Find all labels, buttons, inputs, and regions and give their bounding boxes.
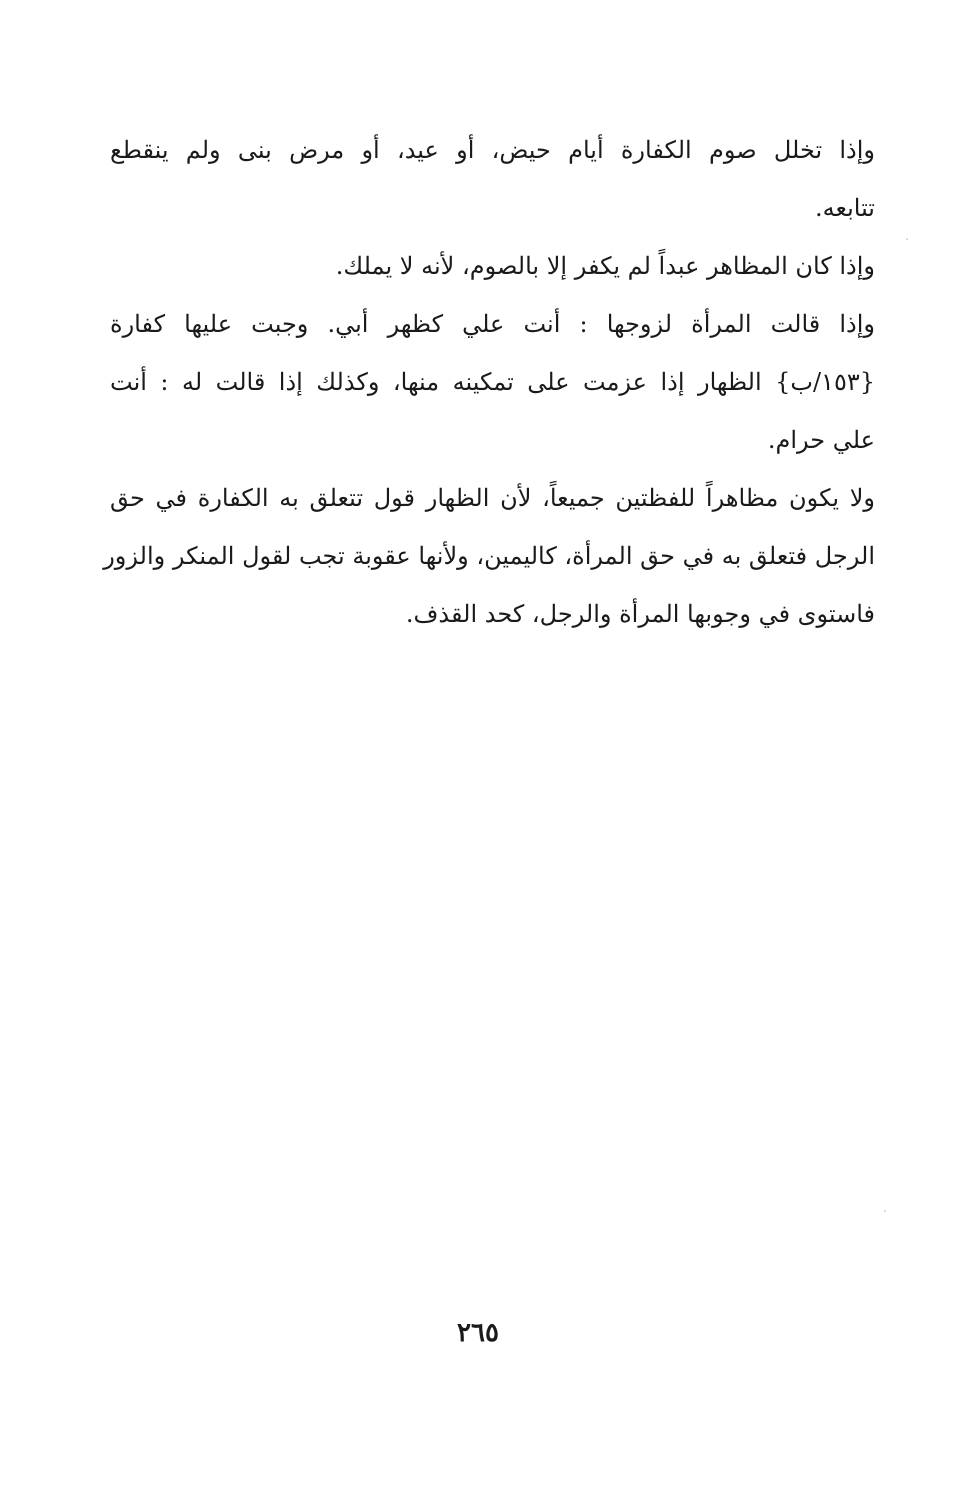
body-text — [103, 133, 875, 655]
paragraph-3-line-3: علي حرام. — [767, 426, 875, 454]
scan-speck — [884, 1210, 886, 1212]
paragraph-3-line-2: {١٥٣/ب} الظهار إذا عزمت على تمكينه منها، وكذلك إذا قالت له : أنت — [110, 368, 875, 396]
paragraph-4-line-3: فاستوى في وجوبها المرأة والرجل، كحد القذف. — [405, 600, 875, 628]
paragraph-4-line-2: الرجل فتعلق به في حق المرأة، كاليمين، ولأنها عقوبة تجب لقول المنكر والزور — [103, 542, 875, 570]
paragraph-3-line-1: وإذا قالت المرأة لزوجها : أنت علي كظهر أبي. وجبت عليها كفارة — [110, 310, 875, 338]
scan-speck — [906, 238, 908, 240]
paragraph-1-line-2: تتابعه. — [815, 194, 875, 222]
paragraph-1-line-1: وإذا تخلل صوم الكفارة أيام حيض، أو عيد، أو مرض بنى ولم ينقطع — [110, 136, 875, 164]
paragraph-4-line-1: ولا يكون مظاهراً للفظتين جميعاً، لأن الظهار قول تتعلق به الكفارة في حق — [110, 484, 875, 512]
page-number: ٢٦٥ — [457, 1318, 499, 1348]
paragraph-2-line-1: وإذا كان المظاهر عبداً لم يكفر إلا بالصوم، لأنه لا يملك. — [335, 252, 875, 280]
